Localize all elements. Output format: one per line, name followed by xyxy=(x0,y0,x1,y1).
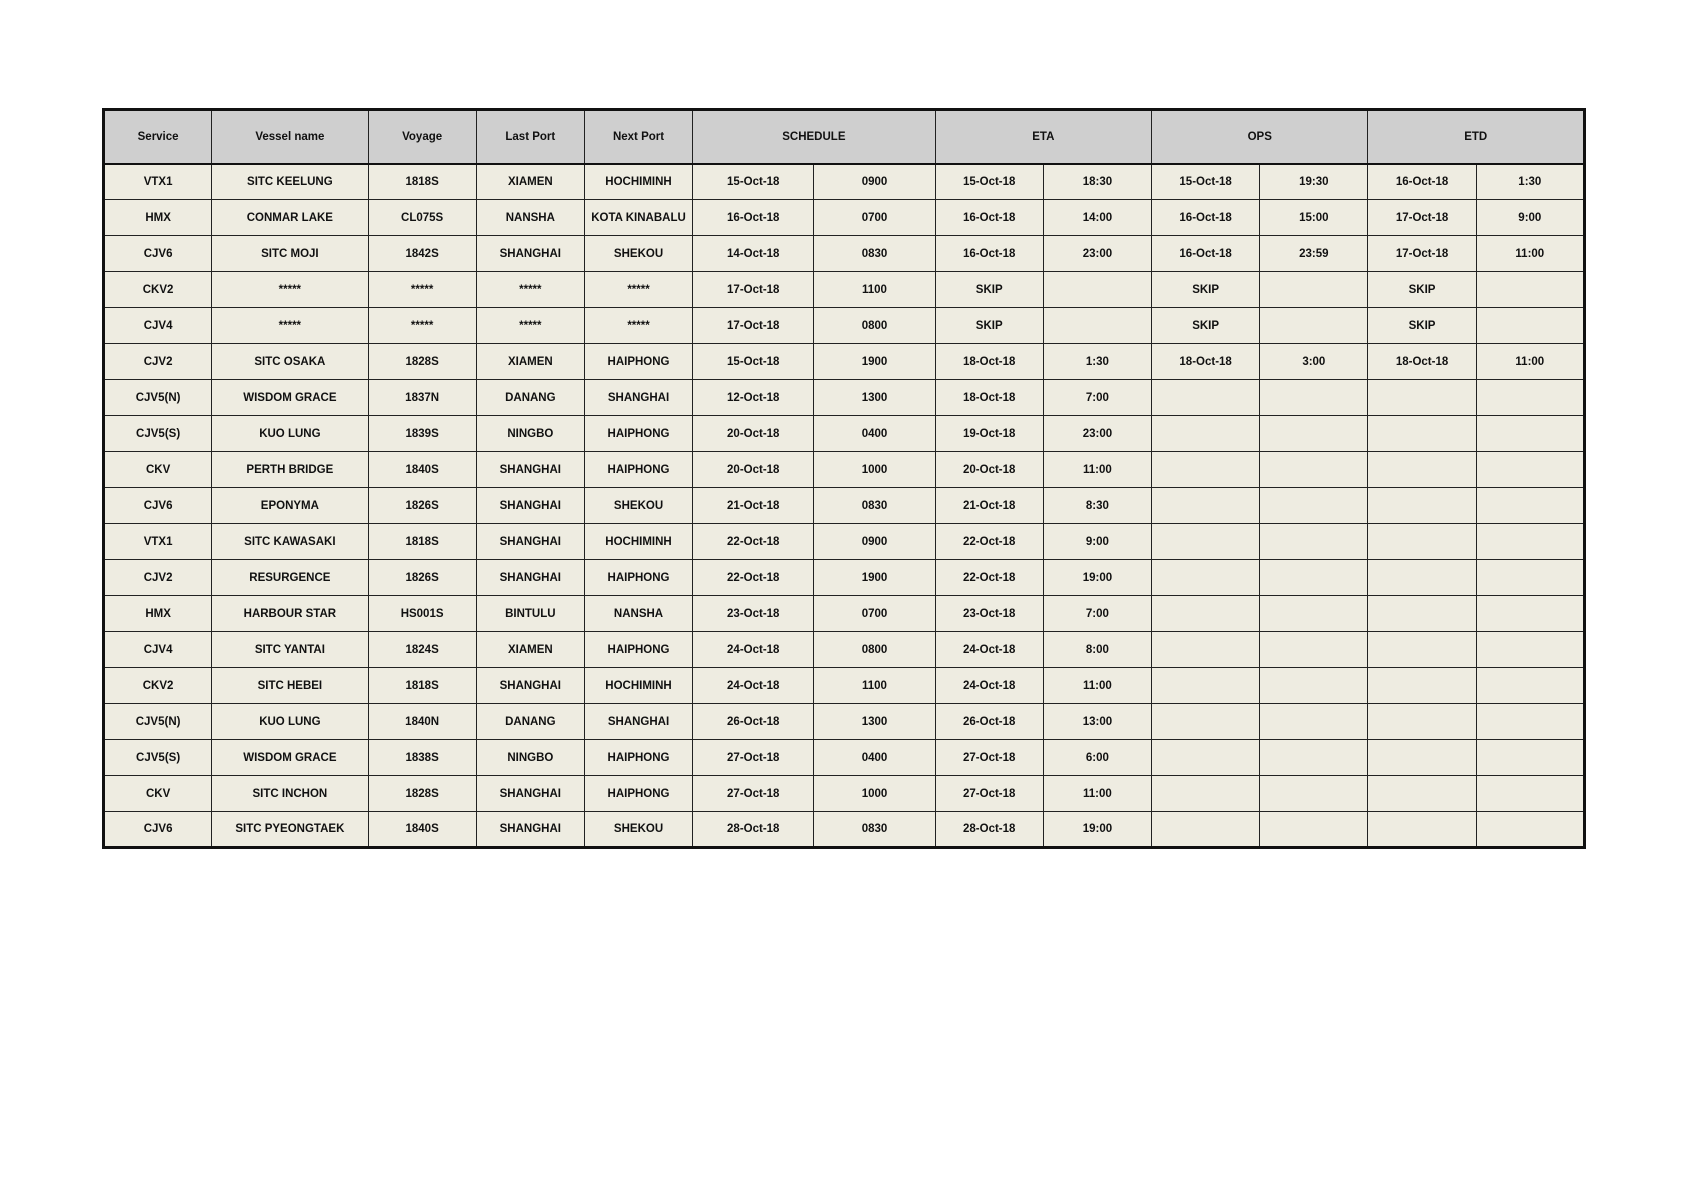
header-voyage: Voyage xyxy=(368,110,476,164)
last-port-cell: SHANGHAI xyxy=(476,236,584,272)
eta-time-cell: 9:00 xyxy=(1043,524,1151,560)
vessel-name-cell: RESURGENCE xyxy=(212,560,368,596)
etd-date-cell xyxy=(1368,596,1476,632)
eta-time-cell: 6:00 xyxy=(1043,740,1151,776)
vessel-name-cell: SITC YANTAI xyxy=(212,632,368,668)
ops-date-cell xyxy=(1152,704,1260,740)
service-cell: CJV4 xyxy=(104,632,212,668)
eta-date-cell: 15-Oct-18 xyxy=(935,164,1043,200)
header-ops: OPS xyxy=(1152,110,1368,164)
table-row xyxy=(104,272,1585,308)
voyage-cell: ***** xyxy=(368,308,476,344)
voyage-cell: HS001S xyxy=(368,596,476,632)
voyage-cell: 1840S xyxy=(368,452,476,488)
ops-time-cell: 23:59 xyxy=(1260,236,1368,272)
ops-date-cell xyxy=(1152,812,1260,848)
ops-time-cell xyxy=(1260,560,1368,596)
etd-time-cell xyxy=(1476,488,1584,524)
ops-time-cell: 3:00 xyxy=(1260,344,1368,380)
vessel-name-cell: KUO LUNG xyxy=(212,416,368,452)
table-row xyxy=(104,596,1585,632)
eta-time-cell: 8:00 xyxy=(1043,632,1151,668)
header-row xyxy=(104,110,1585,164)
next-port-cell: HAIPHONG xyxy=(584,560,692,596)
service-cell: CJV5(N) xyxy=(104,380,212,416)
vessel-name-cell: WISDOM GRACE xyxy=(212,740,368,776)
eta-date-cell: 18-Oct-18 xyxy=(935,380,1043,416)
table-row xyxy=(104,488,1585,524)
schedule-time-cell: 0900 xyxy=(814,524,935,560)
ops-date-cell xyxy=(1152,668,1260,704)
header-service: Service xyxy=(104,110,212,164)
table-row xyxy=(104,668,1585,704)
header-schedule: SCHEDULE xyxy=(693,110,935,164)
etd-time-cell xyxy=(1476,452,1584,488)
schedule-time-cell: 0400 xyxy=(814,416,935,452)
last-port-cell: DANANG xyxy=(476,704,584,740)
eta-date-cell: 22-Oct-18 xyxy=(935,560,1043,596)
service-cell: CJV6 xyxy=(104,488,212,524)
eta-time-cell: 7:00 xyxy=(1043,596,1151,632)
eta-time-cell: 7:00 xyxy=(1043,380,1151,416)
eta-date-cell: 28-Oct-18 xyxy=(935,812,1043,848)
ops-date-cell xyxy=(1152,776,1260,812)
schedule-date-cell: 22-Oct-18 xyxy=(693,560,814,596)
ops-date-cell xyxy=(1152,416,1260,452)
next-port-cell: NANSHA xyxy=(584,596,692,632)
ops-time-cell xyxy=(1260,704,1368,740)
last-port-cell: ***** xyxy=(476,308,584,344)
etd-time-cell: 11:00 xyxy=(1476,344,1584,380)
ops-date-cell xyxy=(1152,560,1260,596)
schedule-date-cell: 23-Oct-18 xyxy=(693,596,814,632)
service-cell: CJV5(S) xyxy=(104,740,212,776)
etd-date-cell xyxy=(1368,704,1476,740)
etd-time-cell xyxy=(1476,740,1584,776)
last-port-cell: DANANG xyxy=(476,380,584,416)
schedule-time-cell: 1000 xyxy=(814,452,935,488)
schedule-time-cell: 0400 xyxy=(814,740,935,776)
voyage-cell: 1826S xyxy=(368,488,476,524)
service-cell: CJV2 xyxy=(104,560,212,596)
vessel-name-cell: PERTH BRIDGE xyxy=(212,452,368,488)
voyage-cell: 1838S xyxy=(368,740,476,776)
last-port-cell: NINGBO xyxy=(476,740,584,776)
ops-time-cell xyxy=(1260,812,1368,848)
eta-time-cell xyxy=(1043,272,1151,308)
service-cell: CJV2 xyxy=(104,344,212,380)
schedule-date-cell: 26-Oct-18 xyxy=(693,704,814,740)
etd-time-cell xyxy=(1476,380,1584,416)
schedule-time-cell: 1100 xyxy=(814,272,935,308)
service-cell: CKV2 xyxy=(104,272,212,308)
schedule-time-cell: 0830 xyxy=(814,812,935,848)
etd-date-cell xyxy=(1368,380,1476,416)
schedule-time-cell: 1300 xyxy=(814,704,935,740)
etd-time-cell xyxy=(1476,776,1584,812)
next-port-cell: SHEKOU xyxy=(584,488,692,524)
voyage-cell: ***** xyxy=(368,272,476,308)
service-cell: CJV6 xyxy=(104,812,212,848)
header-last-port: Last Port xyxy=(476,110,584,164)
next-port-cell: ***** xyxy=(584,272,692,308)
schedule-date-cell: 12-Oct-18 xyxy=(693,380,814,416)
eta-date-cell: 18-Oct-18 xyxy=(935,344,1043,380)
schedule-body xyxy=(104,164,1585,848)
etd-date-cell: 17-Oct-18 xyxy=(1368,236,1476,272)
etd-date-cell: 17-Oct-18 xyxy=(1368,200,1476,236)
next-port-cell: HOCHIMINH xyxy=(584,524,692,560)
schedule-time-cell: 0900 xyxy=(814,164,935,200)
last-port-cell: SHANGHAI xyxy=(476,452,584,488)
etd-date-cell xyxy=(1368,632,1476,668)
last-port-cell: SHANGHAI xyxy=(476,776,584,812)
last-port-cell: SHANGHAI xyxy=(476,668,584,704)
ops-date-cell xyxy=(1152,380,1260,416)
eta-time-cell: 23:00 xyxy=(1043,416,1151,452)
table-row xyxy=(104,308,1585,344)
eta-date-cell: 27-Oct-18 xyxy=(935,740,1043,776)
ops-date-cell: 16-Oct-18 xyxy=(1152,236,1260,272)
vessel-name-cell: KUO LUNG xyxy=(212,704,368,740)
eta-date-cell: 24-Oct-18 xyxy=(935,632,1043,668)
ops-date-cell: 16-Oct-18 xyxy=(1152,200,1260,236)
eta-time-cell: 11:00 xyxy=(1043,668,1151,704)
next-port-cell: SHEKOU xyxy=(584,236,692,272)
service-cell: VTX1 xyxy=(104,524,212,560)
ops-time-cell: 19:30 xyxy=(1260,164,1368,200)
vessel-name-cell: SITC KAWASAKI xyxy=(212,524,368,560)
schedule-date-cell: 14-Oct-18 xyxy=(693,236,814,272)
table-row xyxy=(104,380,1585,416)
schedule-time-cell: 0700 xyxy=(814,200,935,236)
next-port-cell: HAIPHONG xyxy=(584,416,692,452)
etd-time-cell xyxy=(1476,812,1584,848)
eta-date-cell: 23-Oct-18 xyxy=(935,596,1043,632)
eta-date-cell: 22-Oct-18 xyxy=(935,524,1043,560)
ops-time-cell xyxy=(1260,632,1368,668)
last-port-cell: SHANGHAI xyxy=(476,488,584,524)
etd-date-cell xyxy=(1368,416,1476,452)
ops-time-cell xyxy=(1260,452,1368,488)
service-cell: CJV5(S) xyxy=(104,416,212,452)
ops-time-cell xyxy=(1260,272,1368,308)
ops-time-cell xyxy=(1260,668,1368,704)
vessel-name-cell: SITC INCHON xyxy=(212,776,368,812)
next-port-cell: ***** xyxy=(584,308,692,344)
schedule-date-cell: 22-Oct-18 xyxy=(693,524,814,560)
etd-time-cell xyxy=(1476,632,1584,668)
vessel-name-cell: ***** xyxy=(212,272,368,308)
eta-date-cell: 24-Oct-18 xyxy=(935,668,1043,704)
table-row xyxy=(104,560,1585,596)
service-cell: HMX xyxy=(104,596,212,632)
service-cell: CKV2 xyxy=(104,668,212,704)
eta-time-cell xyxy=(1043,308,1151,344)
schedule-sheet xyxy=(102,108,1586,849)
etd-date-cell xyxy=(1368,488,1476,524)
table-row xyxy=(104,236,1585,272)
vessel-name-cell: ***** xyxy=(212,308,368,344)
ops-time-cell xyxy=(1260,740,1368,776)
eta-time-cell: 11:00 xyxy=(1043,776,1151,812)
next-port-cell: HOCHIMINH xyxy=(584,164,692,200)
next-port-cell: HAIPHONG xyxy=(584,776,692,812)
ops-date-cell xyxy=(1152,452,1260,488)
last-port-cell: SHANGHAI xyxy=(476,524,584,560)
voyage-cell: 1840N xyxy=(368,704,476,740)
etd-date-cell xyxy=(1368,452,1476,488)
table-row xyxy=(104,632,1585,668)
ops-date-cell xyxy=(1152,596,1260,632)
schedule-date-cell: 17-Oct-18 xyxy=(693,272,814,308)
schedule-time-cell: 1000 xyxy=(814,776,935,812)
etd-date-cell xyxy=(1368,776,1476,812)
schedule-date-cell: 15-Oct-18 xyxy=(693,164,814,200)
schedule-date-cell: 27-Oct-18 xyxy=(693,740,814,776)
schedule-date-cell: 24-Oct-18 xyxy=(693,632,814,668)
ops-time-cell xyxy=(1260,308,1368,344)
schedule-date-cell: 15-Oct-18 xyxy=(693,344,814,380)
table-row xyxy=(104,812,1585,848)
voyage-cell: 1840S xyxy=(368,812,476,848)
vessel-name-cell: SITC OSAKA xyxy=(212,344,368,380)
ops-time-cell xyxy=(1260,776,1368,812)
table-row xyxy=(104,524,1585,560)
etd-time-cell: 11:00 xyxy=(1476,236,1584,272)
vessel-name-cell: WISDOM GRACE xyxy=(212,380,368,416)
eta-time-cell: 19:00 xyxy=(1043,812,1151,848)
vessel-name-cell: SITC HEBEI xyxy=(212,668,368,704)
schedule-date-cell: 20-Oct-18 xyxy=(693,452,814,488)
header-etd: ETD xyxy=(1368,110,1585,164)
table-row xyxy=(104,416,1585,452)
schedule-date-cell: 17-Oct-18 xyxy=(693,308,814,344)
eta-date-cell: 19-Oct-18 xyxy=(935,416,1043,452)
ops-time-cell xyxy=(1260,596,1368,632)
table-row xyxy=(104,164,1585,200)
table-row xyxy=(104,200,1585,236)
schedule-date-cell: 28-Oct-18 xyxy=(693,812,814,848)
next-port-cell: KOTA KINABALU xyxy=(584,200,692,236)
table-row xyxy=(104,344,1585,380)
etd-date-cell: 16-Oct-18 xyxy=(1368,164,1476,200)
ops-date-cell: SKIP xyxy=(1152,272,1260,308)
eta-date-cell: SKIP xyxy=(935,272,1043,308)
voyage-cell: 1828S xyxy=(368,776,476,812)
ops-date-cell: SKIP xyxy=(1152,308,1260,344)
eta-date-cell: 27-Oct-18 xyxy=(935,776,1043,812)
eta-time-cell: 18:30 xyxy=(1043,164,1151,200)
last-port-cell: NINGBO xyxy=(476,416,584,452)
next-port-cell: HAIPHONG xyxy=(584,452,692,488)
ops-date-cell xyxy=(1152,488,1260,524)
schedule-time-cell: 1300 xyxy=(814,380,935,416)
next-port-cell: SHEKOU xyxy=(584,812,692,848)
last-port-cell: XIAMEN xyxy=(476,344,584,380)
ops-date-cell xyxy=(1152,740,1260,776)
last-port-cell: SHANGHAI xyxy=(476,812,584,848)
service-cell: HMX xyxy=(104,200,212,236)
etd-time-cell xyxy=(1476,272,1584,308)
header-eta: ETA xyxy=(935,110,1151,164)
etd-date-cell xyxy=(1368,668,1476,704)
header-next-port: Next Port xyxy=(584,110,692,164)
eta-time-cell: 13:00 xyxy=(1043,704,1151,740)
vessel-schedule-table xyxy=(102,108,1586,849)
service-cell: VTX1 xyxy=(104,164,212,200)
etd-time-cell xyxy=(1476,704,1584,740)
eta-date-cell: SKIP xyxy=(935,308,1043,344)
eta-time-cell: 11:00 xyxy=(1043,452,1151,488)
service-cell: CKV xyxy=(104,776,212,812)
next-port-cell: HAIPHONG xyxy=(584,740,692,776)
voyage-cell: 1826S xyxy=(368,560,476,596)
voyage-cell: CL075S xyxy=(368,200,476,236)
ops-time-cell xyxy=(1260,488,1368,524)
voyage-cell: 1818S xyxy=(368,524,476,560)
etd-time-cell: 9:00 xyxy=(1476,200,1584,236)
etd-time-cell xyxy=(1476,596,1584,632)
ops-time-cell xyxy=(1260,380,1368,416)
next-port-cell: SHANGHAI xyxy=(584,380,692,416)
etd-date-cell: 18-Oct-18 xyxy=(1368,344,1476,380)
schedule-time-cell: 1100 xyxy=(814,668,935,704)
schedule-time-cell: 1900 xyxy=(814,560,935,596)
schedule-time-cell: 1900 xyxy=(814,344,935,380)
next-port-cell: HOCHIMINH xyxy=(584,668,692,704)
service-cell: CJV4 xyxy=(104,308,212,344)
etd-time-cell xyxy=(1476,416,1584,452)
voyage-cell: 1828S xyxy=(368,344,476,380)
eta-time-cell: 1:30 xyxy=(1043,344,1151,380)
eta-time-cell: 23:00 xyxy=(1043,236,1151,272)
etd-date-cell: SKIP xyxy=(1368,308,1476,344)
ops-date-cell: 18-Oct-18 xyxy=(1152,344,1260,380)
eta-date-cell: 26-Oct-18 xyxy=(935,704,1043,740)
ops-date-cell xyxy=(1152,632,1260,668)
eta-time-cell: 19:00 xyxy=(1043,560,1151,596)
ops-time-cell xyxy=(1260,416,1368,452)
schedule-date-cell: 27-Oct-18 xyxy=(693,776,814,812)
header-vessel-name: Vessel name xyxy=(212,110,368,164)
etd-time-cell xyxy=(1476,668,1584,704)
last-port-cell: XIAMEN xyxy=(476,632,584,668)
vessel-name-cell: EPONYMA xyxy=(212,488,368,524)
table-row xyxy=(104,704,1585,740)
etd-time-cell xyxy=(1476,524,1584,560)
vessel-name-cell: SITC KEELUNG xyxy=(212,164,368,200)
etd-date-cell xyxy=(1368,740,1476,776)
service-cell: CJV5(N) xyxy=(104,704,212,740)
service-cell: CKV xyxy=(104,452,212,488)
eta-date-cell: 16-Oct-18 xyxy=(935,200,1043,236)
vessel-name-cell: SITC MOJI xyxy=(212,236,368,272)
last-port-cell: XIAMEN xyxy=(476,164,584,200)
schedule-time-cell: 0830 xyxy=(814,236,935,272)
ops-date-cell xyxy=(1152,524,1260,560)
etd-date-cell: SKIP xyxy=(1368,272,1476,308)
table-row xyxy=(104,452,1585,488)
voyage-cell: 1824S xyxy=(368,632,476,668)
eta-date-cell: 20-Oct-18 xyxy=(935,452,1043,488)
last-port-cell: SHANGHAI xyxy=(476,560,584,596)
voyage-cell: 1818S xyxy=(368,164,476,200)
voyage-cell: 1837N xyxy=(368,380,476,416)
schedule-date-cell: 21-Oct-18 xyxy=(693,488,814,524)
schedule-date-cell: 24-Oct-18 xyxy=(693,668,814,704)
next-port-cell: HAIPHONG xyxy=(584,344,692,380)
etd-time-cell: 1:30 xyxy=(1476,164,1584,200)
etd-date-cell xyxy=(1368,812,1476,848)
etd-time-cell xyxy=(1476,560,1584,596)
last-port-cell: NANSHA xyxy=(476,200,584,236)
next-port-cell: HAIPHONG xyxy=(584,632,692,668)
vessel-name-cell: SITC PYEONGTAEK xyxy=(212,812,368,848)
eta-date-cell: 16-Oct-18 xyxy=(935,236,1043,272)
eta-time-cell: 8:30 xyxy=(1043,488,1151,524)
voyage-cell: 1818S xyxy=(368,668,476,704)
etd-date-cell xyxy=(1368,524,1476,560)
service-cell: CJV6 xyxy=(104,236,212,272)
next-port-cell: SHANGHAI xyxy=(584,704,692,740)
schedule-time-cell: 0800 xyxy=(814,632,935,668)
etd-date-cell xyxy=(1368,560,1476,596)
schedule-time-cell: 0700 xyxy=(814,596,935,632)
schedule-date-cell: 16-Oct-18 xyxy=(693,200,814,236)
ops-time-cell: 15:00 xyxy=(1260,200,1368,236)
table-row xyxy=(104,776,1585,812)
ops-time-cell xyxy=(1260,524,1368,560)
last-port-cell: BINTULU xyxy=(476,596,584,632)
voyage-cell: 1842S xyxy=(368,236,476,272)
eta-time-cell: 14:00 xyxy=(1043,200,1151,236)
eta-date-cell: 21-Oct-18 xyxy=(935,488,1043,524)
ops-date-cell: 15-Oct-18 xyxy=(1152,164,1260,200)
etd-time-cell xyxy=(1476,308,1584,344)
last-port-cell: ***** xyxy=(476,272,584,308)
voyage-cell: 1839S xyxy=(368,416,476,452)
vessel-name-cell: HARBOUR STAR xyxy=(212,596,368,632)
schedule-time-cell: 0800 xyxy=(814,308,935,344)
table-row xyxy=(104,740,1585,776)
vessel-name-cell: CONMAR LAKE xyxy=(212,200,368,236)
schedule-date-cell: 20-Oct-18 xyxy=(693,416,814,452)
schedule-time-cell: 0830 xyxy=(814,488,935,524)
